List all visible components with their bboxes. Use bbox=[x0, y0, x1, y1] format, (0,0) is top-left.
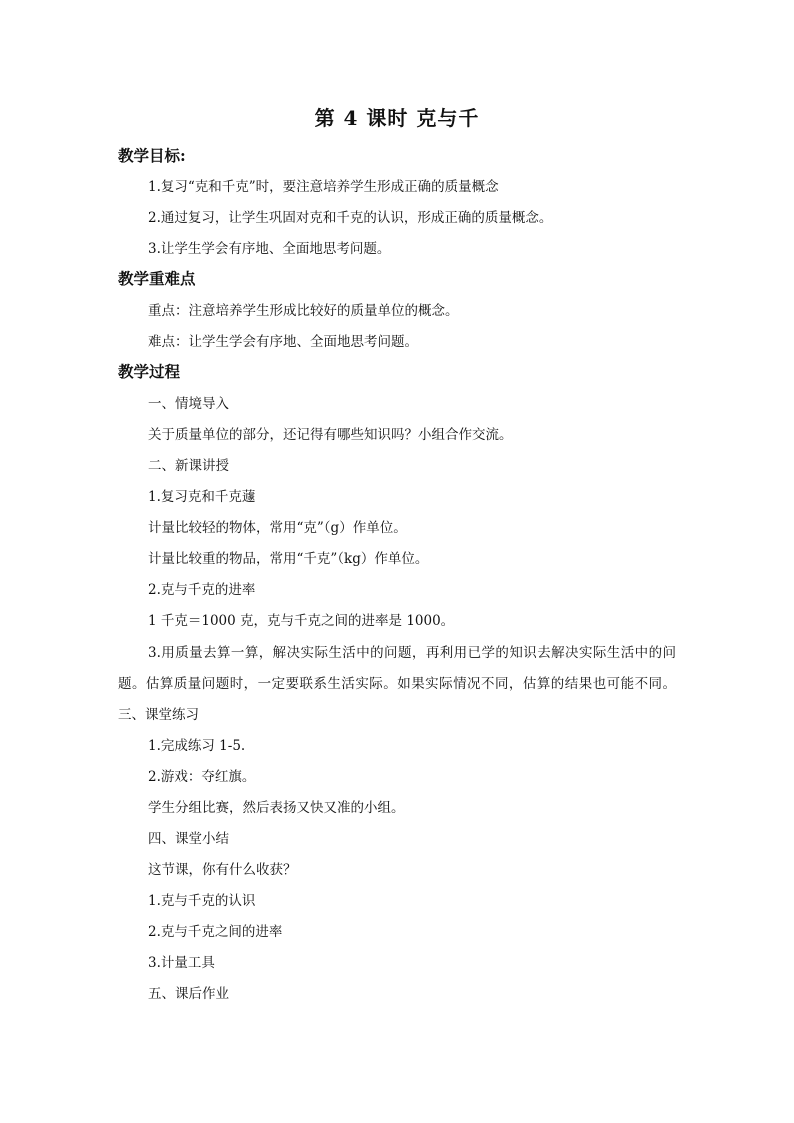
goals-heading: 教学目标: bbox=[118, 146, 186, 165]
intro-text: 关于质量单位的部分，还记得有哪些知识吗？小组合作交流。 bbox=[148, 427, 513, 443]
summary-heading: 四、课堂小结 bbox=[148, 831, 229, 847]
part3-line-1: 3.用质量去算一算，解决实际生活中的问题，再利用已学的知识去解决实际生活中的问 bbox=[148, 645, 676, 661]
practice-text: 学生分组比赛，然后表扬又快又准的小组。 bbox=[148, 800, 405, 816]
homework-heading: 五、课后作业 bbox=[148, 986, 229, 1002]
focus-heading: 教学重难点 bbox=[118, 269, 196, 288]
part1-heading: 1.复习克和千克蘧 bbox=[148, 489, 256, 505]
intro-heading: 一、情境导入 bbox=[148, 396, 229, 412]
practice-item-2: 2.游戏：夺红旗。 bbox=[148, 769, 256, 785]
focus-difficulty: 难点：让学生学会有序地、全面地思考问题。 bbox=[148, 334, 418, 350]
new-lesson-heading: 二、新课讲授 bbox=[148, 458, 229, 474]
summary-item-2: 2.克与千克之间的进率 bbox=[148, 924, 283, 940]
part2-text: 1 千克＝1000 克，克与千克之间的进率是 1000。 bbox=[148, 613, 455, 629]
summary-question: 这节课，你有什么收获？ bbox=[148, 862, 297, 878]
goal-item-3: 3.让学生学会有序地、全面地思考问题。 bbox=[148, 241, 391, 257]
process-heading: 教学过程 bbox=[118, 362, 181, 381]
part1-line-1: 计量比较轻的物体，常用“克”（g）作单位。 bbox=[148, 520, 407, 536]
goal-item-2: 2.通过复习，让学生巩固对克和千克的认识，形成正确的质量概念。 bbox=[148, 210, 553, 226]
focus-key: 重点：注意培养学生形成比较好的质量单位的概念。 bbox=[148, 303, 459, 319]
practice-item-1: 1.完成练习 1-5. bbox=[148, 738, 246, 754]
part2-heading: 2.克与千克的进率 bbox=[148, 582, 256, 598]
part1-line-2: 计量比较重的物品，常用“千克”（kg）作单位。 bbox=[148, 551, 429, 567]
goal-item-1: 1.复习“克和千克”时，要注意培养学生形成正确的质量概念 bbox=[148, 179, 499, 195]
summary-item-3: 3.计量工具 bbox=[148, 955, 215, 971]
summary-item-1: 1.克与千克的认识 bbox=[148, 893, 256, 909]
practice-heading: 三、课堂练习 bbox=[118, 707, 199, 723]
part3-line-2: 题。估算质量问题时，一定要联系生活实际。如果实际情况不同，估算的结果也可能不同。 bbox=[118, 676, 676, 692]
page-title: 第 4 课时 克与千 bbox=[314, 106, 480, 130]
